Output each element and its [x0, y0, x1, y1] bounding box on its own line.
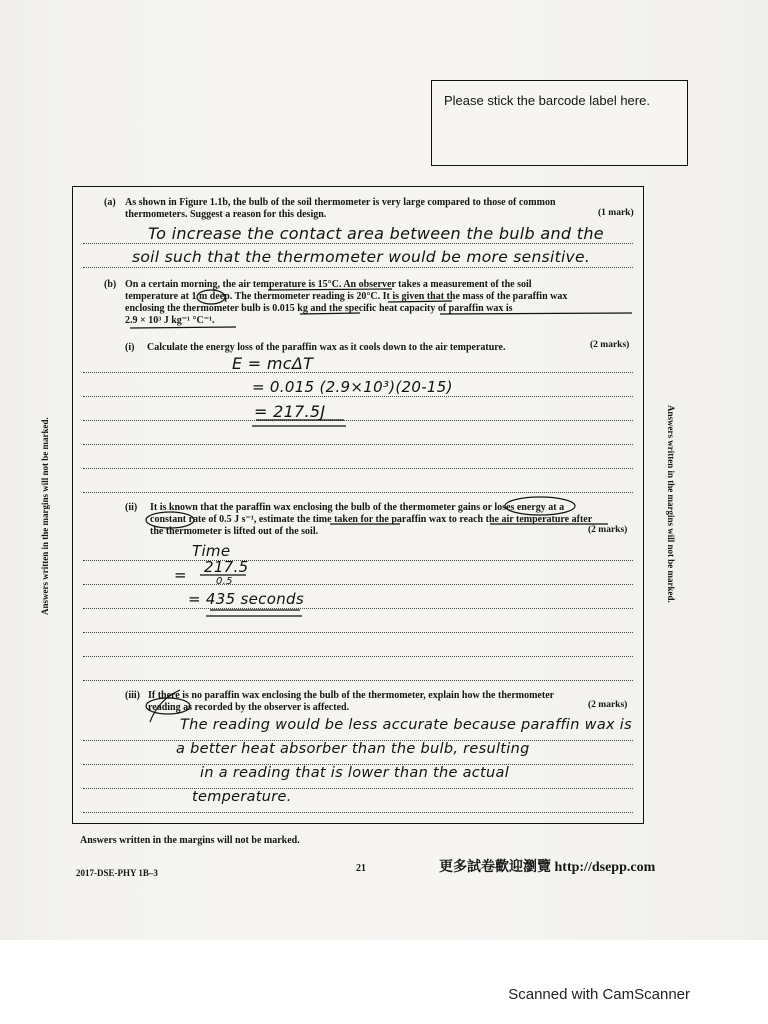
- part-a-marks: (1 mark): [598, 208, 634, 218]
- part-ii-line2: constant rate of 0.5 J s⁻¹, estimate the time taken for the paraffin wax to reach the air temperature after: [150, 514, 593, 525]
- part-ii-line3: the thermometer is lifted out of the soil.: [150, 526, 319, 537]
- part-b-line2: temperature at 1 m deep. The thermometer reading is 20°C. It is given that the mass of the paraffin wax: [125, 291, 568, 302]
- part-iii-answer-line1: The reading would be less accurate because paraffin wax is: [180, 717, 632, 733]
- part-i-work-line3: = 217.5J: [254, 402, 326, 421]
- part-a-answer-line1: To increase the contact area between the bulb and the: [148, 224, 604, 243]
- part-iii-answer-line4: temperature.: [192, 789, 292, 805]
- part-ii-work-line3: = 435 seconds: [188, 590, 304, 608]
- answer-line: [83, 584, 633, 585]
- footer-margin-note: Answers written in the margins will not be marked.: [80, 835, 300, 846]
- barcode-label-box: [431, 80, 688, 166]
- answer-line: [83, 444, 633, 445]
- part-i-work-line2: = 0.015 (2.9×10³)(20-15): [252, 378, 453, 396]
- answer-line: [83, 372, 633, 373]
- answer-line: [83, 492, 633, 493]
- part-b-line1: On a certain morning, the air temperature is 15°C. An observer takes a measurement of the soil: [125, 279, 532, 290]
- part-a-label: (a): [104, 197, 116, 208]
- part-ii-label: (ii): [125, 502, 138, 513]
- scanner-footer-band: [0, 940, 768, 1024]
- part-a-question-line2: thermometers. Suggest a reason for this design.: [125, 209, 327, 220]
- answer-line: [83, 560, 633, 561]
- part-b-label: (b): [104, 279, 117, 290]
- margin-note-right: Answers written in the margins will not be marked.: [666, 405, 676, 603]
- answer-line: [83, 680, 633, 681]
- answer-line: [83, 812, 633, 813]
- part-i-work-line1: E = mcΔT: [232, 354, 314, 373]
- answer-line: [83, 267, 633, 268]
- part-ii-work-denominator: 0.5: [216, 576, 233, 587]
- barcode-instruction: Please stick the barcode label here.: [444, 93, 650, 108]
- part-a-question: As shown in Figure 1.1b, the bulb of the soil thermometer is very large compared to those of common: [125, 197, 556, 208]
- part-ii-line1: It is known that the paraffin wax enclosing the bulb of the thermometer gains or loses energy at a: [150, 502, 565, 513]
- answer-line: [83, 608, 633, 609]
- part-iii-label: (iii): [125, 690, 140, 701]
- answer-line: [83, 396, 633, 397]
- part-ii-work-line1: Time: [192, 542, 231, 560]
- part-a-answer-line2: soil such that the thermometer would be more sensitive.: [132, 248, 591, 266]
- part-iii-line2: reading as recorded by the observer is affected.: [148, 702, 350, 713]
- margin-note-left: Answers written in the margins will not be marked.: [40, 417, 50, 615]
- part-iii-line1: If there is no paraffin wax enclosing the bulb of the thermometer, explain how the thermometer: [148, 690, 555, 701]
- part-iii-answer-line3: in a reading that is lower than the actual: [200, 765, 510, 781]
- answer-line: [83, 656, 633, 657]
- part-iii-marks: (2 marks): [588, 700, 628, 710]
- page-number: 21: [356, 863, 366, 874]
- part-b-line4: 2.9 × 10³ J kg⁻¹ °C⁻¹.: [125, 315, 215, 326]
- answer-line: [83, 420, 633, 421]
- part-i-label: (i): [125, 342, 135, 353]
- answer-line: [83, 632, 633, 633]
- answer-line: [83, 243, 633, 244]
- answer-line: [83, 788, 633, 789]
- answer-line: [83, 468, 633, 469]
- part-b-line3: enclosing the thermometer bulb is 0.015 kg and the specific heat capacity of paraffin wax is: [125, 303, 513, 314]
- part-ii-equals: =: [174, 566, 187, 584]
- part-ii-marks: (2 marks): [588, 525, 628, 535]
- part-i-question: Calculate the energy loss of the paraffin wax as it cools down to the air temperature.: [147, 342, 506, 353]
- part-ii-work-numerator: 217.5: [204, 558, 249, 576]
- dsepp-watermark: 更多試卷歡迎瀏覽 http://dsepp.com: [439, 860, 656, 875]
- part-iii-answer-line2: a better heat absorber than the bulb, resulting: [176, 741, 530, 757]
- paper-code: 2017-DSE-PHY 1B–3: [76, 868, 158, 878]
- camscanner-label: Scanned with CamScanner: [508, 986, 690, 1003]
- part-i-marks: (2 marks): [590, 340, 630, 350]
